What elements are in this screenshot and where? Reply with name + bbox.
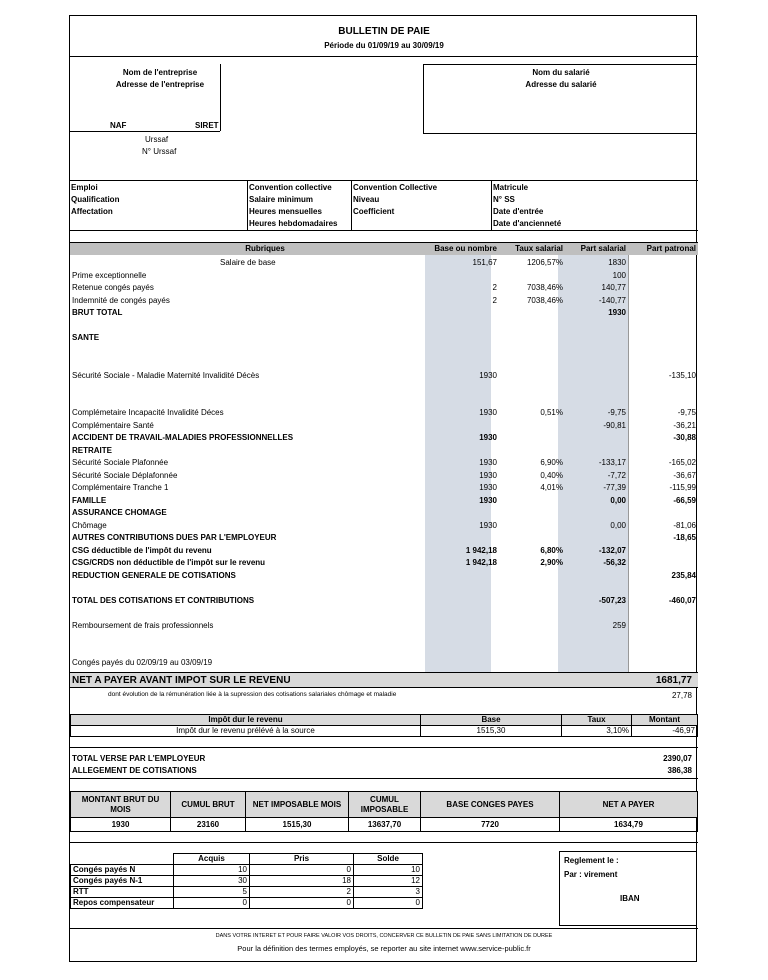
row-base: 2	[492, 283, 497, 292]
info-coefficient: Coefficient	[353, 207, 395, 216]
divider	[70, 230, 698, 231]
payroll-row	[70, 270, 698, 282]
divider	[351, 180, 352, 230]
payroll-row	[70, 595, 698, 607]
summary-header-net-imposable: NET IMPOSABLE MOIS	[246, 792, 349, 818]
net-before-tax-value: 1681,77	[655, 675, 692, 686]
payroll-row	[70, 445, 698, 457]
summary-header-brut: MONTANT BRUT DU MOIS	[71, 792, 171, 818]
table-header	[70, 243, 698, 255]
payroll-row	[70, 545, 698, 557]
tax-header-taux: Taux	[562, 715, 632, 726]
tax-base: 1515,30	[421, 726, 562, 737]
payroll-row	[70, 432, 698, 444]
column-patronal: Part patronal	[646, 244, 696, 253]
row-label: Congés payés du 02/09/19 au 03/09/19	[72, 658, 213, 667]
footer-link-note: Pour la définition des termes employés, se reporter au site internet www.service-public.fr	[237, 944, 531, 953]
row-label: Indemnité de congés payés	[72, 295, 170, 305]
allegement-value: 386,38	[667, 766, 692, 775]
divider	[220, 64, 221, 131]
payroll-row	[70, 320, 698, 332]
divider	[70, 180, 698, 181]
row-taux: 0,51%	[540, 408, 563, 417]
row-patronal: -36,67	[673, 470, 696, 480]
company-urssaf-number: N° Urssaf	[142, 147, 177, 156]
payroll-row	[70, 307, 698, 319]
row-base: 1930	[479, 520, 497, 530]
row-label: Sécurité Sociale Déplafonnée	[72, 470, 178, 480]
info-heures-hebdo: Heures hebdomadaires	[249, 219, 338, 228]
conges-row	[71, 887, 423, 898]
row-taux: 6,90%	[540, 458, 563, 467]
employer-total-label: TOTAL VERSE PAR L'EMPLOYEUR	[72, 754, 206, 763]
payroll-row	[70, 620, 698, 632]
row-patronal: -9,75	[677, 408, 696, 417]
row-salarial: -507,23	[598, 595, 626, 605]
divider	[70, 56, 698, 57]
row-base: 1930	[479, 470, 497, 480]
row-label: BRUT TOTAL	[72, 308, 123, 317]
conges-corner	[71, 854, 174, 865]
payroll-row	[70, 582, 698, 594]
row-patronal: -165,02	[668, 458, 696, 467]
net-note: dont évolution de la rémunération liée à la supression des cotisations salariales chômage et maladie	[108, 691, 397, 698]
payment-method: Par : virement	[564, 870, 618, 879]
row-taux: 4,01%	[540, 483, 563, 492]
row-taux: 0,40%	[540, 470, 563, 480]
payment-date-label: Reglement le :	[564, 856, 619, 865]
row-label: CSG/CRDS non déductible de l'impôt sur le revenu	[72, 558, 266, 567]
payroll-row	[70, 570, 698, 582]
row-taux: 7038,46%	[526, 283, 563, 292]
row-patronal: -81,06	[673, 520, 696, 530]
employee-block	[423, 64, 697, 134]
divider	[70, 778, 698, 779]
row-label: ASSURANCE CHOMAGE	[72, 508, 167, 517]
conges-row	[71, 876, 423, 887]
row-base: 2	[492, 295, 497, 305]
info-salaire-minimum: Salaire minimum	[249, 195, 314, 204]
info-convention-collective: Convention Collective	[353, 183, 438, 192]
payroll-row	[70, 532, 698, 544]
row-label: FAMILLE	[72, 495, 107, 505]
row-base: 1930	[479, 483, 497, 492]
conges-pris: 18	[250, 876, 354, 887]
payroll-row	[70, 557, 698, 569]
divider	[70, 928, 698, 929]
summary-header-base-conges: BASE CONGES PAYES	[421, 792, 560, 818]
payment-iban: IBAN	[620, 894, 640, 903]
net-before-tax-label: NET A PAYER AVANT IMPOT SUR LE REVENU	[72, 675, 291, 686]
net-note-value: 27,78	[671, 691, 692, 700]
payroll-row	[70, 507, 698, 519]
row-label: Complémetaire Incapacité Invalidité Déces	[72, 408, 224, 417]
summary-net-imposable: 1515,30	[246, 818, 349, 832]
payroll-row	[70, 382, 698, 394]
payroll-row	[70, 457, 698, 469]
row-salarial: -77,39	[603, 483, 626, 492]
divider	[70, 131, 220, 132]
row-base: 1 942,18	[465, 545, 497, 555]
conges-label: RTT	[71, 887, 174, 898]
company-address: Adresse de l'entreprise	[115, 80, 205, 89]
row-patronal: -115,99	[669, 483, 696, 492]
row-base: 1930	[479, 458, 497, 467]
payroll-row	[70, 607, 698, 619]
row-base: 1930	[479, 495, 497, 505]
row-label: AUTRES CONTRIBUTIONS DUES PAR L'EMPLOYEUR	[72, 533, 277, 542]
summary-cumul-imposable: 13637,70	[349, 818, 421, 832]
row-label: Sécurité Sociale Plafonnée	[72, 458, 169, 467]
summary-cumul-brut: 23160	[171, 818, 246, 832]
footer-notice: DANS VOTRE INTERET ET POUR FAIRE VALOIR VOS DROITS, CONCERVER CE BULLETIN DE PAIE SANS LIMITATION DE DUREE	[215, 933, 553, 939]
conges-solde: 0	[354, 898, 423, 909]
conges-acquis: 10	[174, 865, 250, 876]
conges-solde: 12	[354, 876, 423, 887]
tax-header-row	[71, 715, 698, 726]
info-emploi: Emploi	[71, 183, 98, 192]
info-heures-mensuelles: Heures mensuelles	[249, 207, 322, 216]
company-naf: NAF	[110, 121, 127, 130]
row-label: Prime exceptionnelle	[72, 270, 147, 280]
conges-row	[71, 898, 423, 909]
row-patronal: -18,65	[673, 533, 696, 542]
row-label: RETRAITE	[72, 445, 112, 455]
row-salarial: -132,07	[598, 545, 626, 555]
conges-acquis: 0	[174, 898, 250, 909]
row-label: Complémentaire Santé	[72, 420, 154, 430]
row-label: Sécurité Sociale - Maladie Maternité Invalidité Décès	[72, 370, 260, 380]
tax-montant: -46,97	[632, 726, 698, 737]
summary-header-cumul-brut: CUMUL BRUT	[171, 792, 246, 818]
payroll-row	[70, 345, 698, 357]
row-salarial: 0,00	[610, 495, 626, 505]
row-salarial: -9,75	[607, 408, 626, 417]
summary-values-row	[71, 818, 698, 832]
row-taux: 2,90%	[540, 558, 563, 567]
conges-row	[71, 865, 423, 876]
payroll-row	[70, 657, 698, 669]
company-name: Nom de l'entreprise	[122, 68, 198, 77]
tax-table	[70, 714, 698, 737]
row-salarial: 259	[612, 620, 626, 630]
row-salarial: -133,17	[598, 458, 626, 467]
tax-header-base: Base	[421, 715, 562, 726]
info-affectation: Affectation	[71, 207, 113, 216]
info-date-entree: Date d'entrée	[493, 207, 544, 216]
row-salarial: 140,77	[601, 283, 626, 292]
conges-label: Repos compensateur	[71, 898, 174, 909]
row-base: 1 942,18	[465, 558, 497, 567]
payslip	[69, 15, 697, 962]
row-salarial: 100	[612, 270, 626, 280]
pay-period: Période du 01/09/19 au 30/09/19	[324, 41, 444, 50]
payroll-row	[70, 407, 698, 419]
employee-name: Nom du salarié	[532, 68, 590, 77]
conges-label: Congés payés N-1	[71, 876, 174, 887]
divider	[70, 842, 698, 843]
payroll-row	[70, 370, 698, 382]
tax-header-montant: Montant	[632, 715, 698, 726]
allegement-label: ALLEGEMENT DE COTISATIONS	[72, 766, 197, 775]
tax-taux: 3,10%	[562, 726, 632, 737]
row-salarial: -90,81	[603, 420, 626, 430]
payroll-row	[70, 257, 698, 269]
divider	[70, 747, 698, 748]
row-patronal: 235,84	[671, 570, 696, 580]
conges-pris: 2	[250, 887, 354, 898]
summary-net-a-payer: 1634,79	[560, 818, 698, 832]
row-salarial: -56,32	[603, 558, 626, 567]
conges-table	[70, 853, 423, 909]
info-date-anciennete: Date d'ancienneté	[493, 219, 562, 228]
payroll-row	[70, 482, 698, 494]
row-salarial: -7,72	[607, 470, 626, 480]
row-patronal: -135,10	[668, 370, 696, 380]
info-qualification: Qualification	[71, 195, 120, 204]
conges-acquis: 30	[174, 876, 250, 887]
payroll-row	[70, 645, 698, 657]
payroll-row	[70, 395, 698, 407]
conges-acquis: 5	[174, 887, 250, 898]
row-salarial: 1930	[608, 308, 626, 317]
row-label: Salaire de base	[220, 258, 276, 267]
company-siret: SIRET	[195, 121, 219, 130]
employer-total-value: 2390,07	[663, 754, 692, 763]
row-salarial: 0,00	[610, 520, 626, 530]
row-base: 151,67	[472, 258, 497, 267]
conges-header-solde: Solde	[354, 854, 423, 865]
conges-pris: 0	[250, 898, 354, 909]
payment-box	[559, 851, 697, 926]
tax-header-label: Impôt dur le revenu	[71, 715, 421, 726]
summary-header-row	[71, 792, 698, 818]
info-convention: Convention collective	[249, 183, 332, 192]
row-label: TOTAL DES COTISATIONS ET CONTRIBUTIONS	[72, 595, 255, 605]
row-taux: 7038,46%	[526, 295, 563, 305]
row-base: 1930	[479, 370, 497, 380]
payroll-row	[70, 420, 698, 432]
row-label: CSG déductible de l'impôt du revenu	[72, 545, 212, 555]
row-patronal: -30,88	[673, 433, 696, 442]
divider	[247, 180, 248, 230]
row-taux: 6,80%	[540, 545, 563, 555]
conges-header-acquis: Acquis	[174, 854, 250, 865]
column-taux: Taux salarial	[515, 244, 563, 253]
column-base: Base ou nombre	[434, 244, 497, 253]
company-urssaf: Urssaf	[145, 135, 169, 144]
summary-header-cumul-imposable: CUMUL IMPOSABLE	[349, 792, 421, 818]
summary-table	[70, 791, 698, 832]
column-salarial: Part salarial	[580, 244, 626, 253]
employee-address: Adresse du salarié	[525, 80, 597, 89]
row-base: 1930	[479, 433, 497, 442]
conges-header-pris: Pris	[250, 854, 354, 865]
summary-header-net-a-payer: NET A PAYER	[560, 792, 698, 818]
info-niveau: Niveau	[353, 195, 380, 204]
payroll-row	[70, 332, 698, 344]
conges-solde: 3	[354, 887, 423, 898]
row-label: Remboursement de frais professionnels	[72, 620, 214, 630]
row-patronal: -66,59	[673, 495, 696, 505]
row-base: 1930	[479, 408, 497, 417]
payroll-row	[70, 357, 698, 369]
row-label: ACCIDENT DE TRAVAIL-MALADIES PROFESSIONNELLES	[72, 433, 294, 442]
row-label: REDUCTION GENERALE DE COTISATIONS	[72, 570, 236, 580]
row-patronal: -36,21	[673, 420, 696, 430]
divider	[491, 180, 492, 230]
tax-row	[71, 726, 698, 737]
row-label: Retenue congés payés	[72, 283, 154, 292]
row-salarial: 1830	[608, 258, 626, 267]
payroll-row	[70, 282, 698, 294]
summary-base-conges: 7720	[421, 818, 560, 832]
divider	[70, 687, 698, 688]
info-ss: N° SS	[493, 195, 515, 204]
conges-solde: 10	[354, 865, 423, 876]
tax-label: Impôt dur le revenu prélévé à la source	[71, 726, 421, 737]
conges-header-row	[71, 854, 423, 865]
row-label: Complémentaire Tranche 1	[72, 483, 169, 492]
payroll-row	[70, 520, 698, 532]
column-rubriques: Rubriques	[245, 244, 285, 253]
payroll-row	[70, 470, 698, 482]
row-label: SANTE	[72, 333, 100, 342]
row-label: Chômage	[72, 520, 107, 530]
row-salarial: -140,77	[598, 295, 626, 305]
payroll-row	[70, 295, 698, 307]
row-taux: 1206,57%	[526, 258, 563, 267]
info-matricule: Matricule	[493, 183, 529, 192]
payroll-row	[70, 495, 698, 507]
row-patronal: -460,07	[668, 595, 696, 605]
payslip-title: BULLETIN DE PAIE	[338, 26, 430, 37]
conges-pris: 0	[250, 865, 354, 876]
conges-label: Congés payés N	[71, 865, 174, 876]
payroll-row	[70, 632, 698, 644]
summary-brut: 1930	[71, 818, 171, 832]
